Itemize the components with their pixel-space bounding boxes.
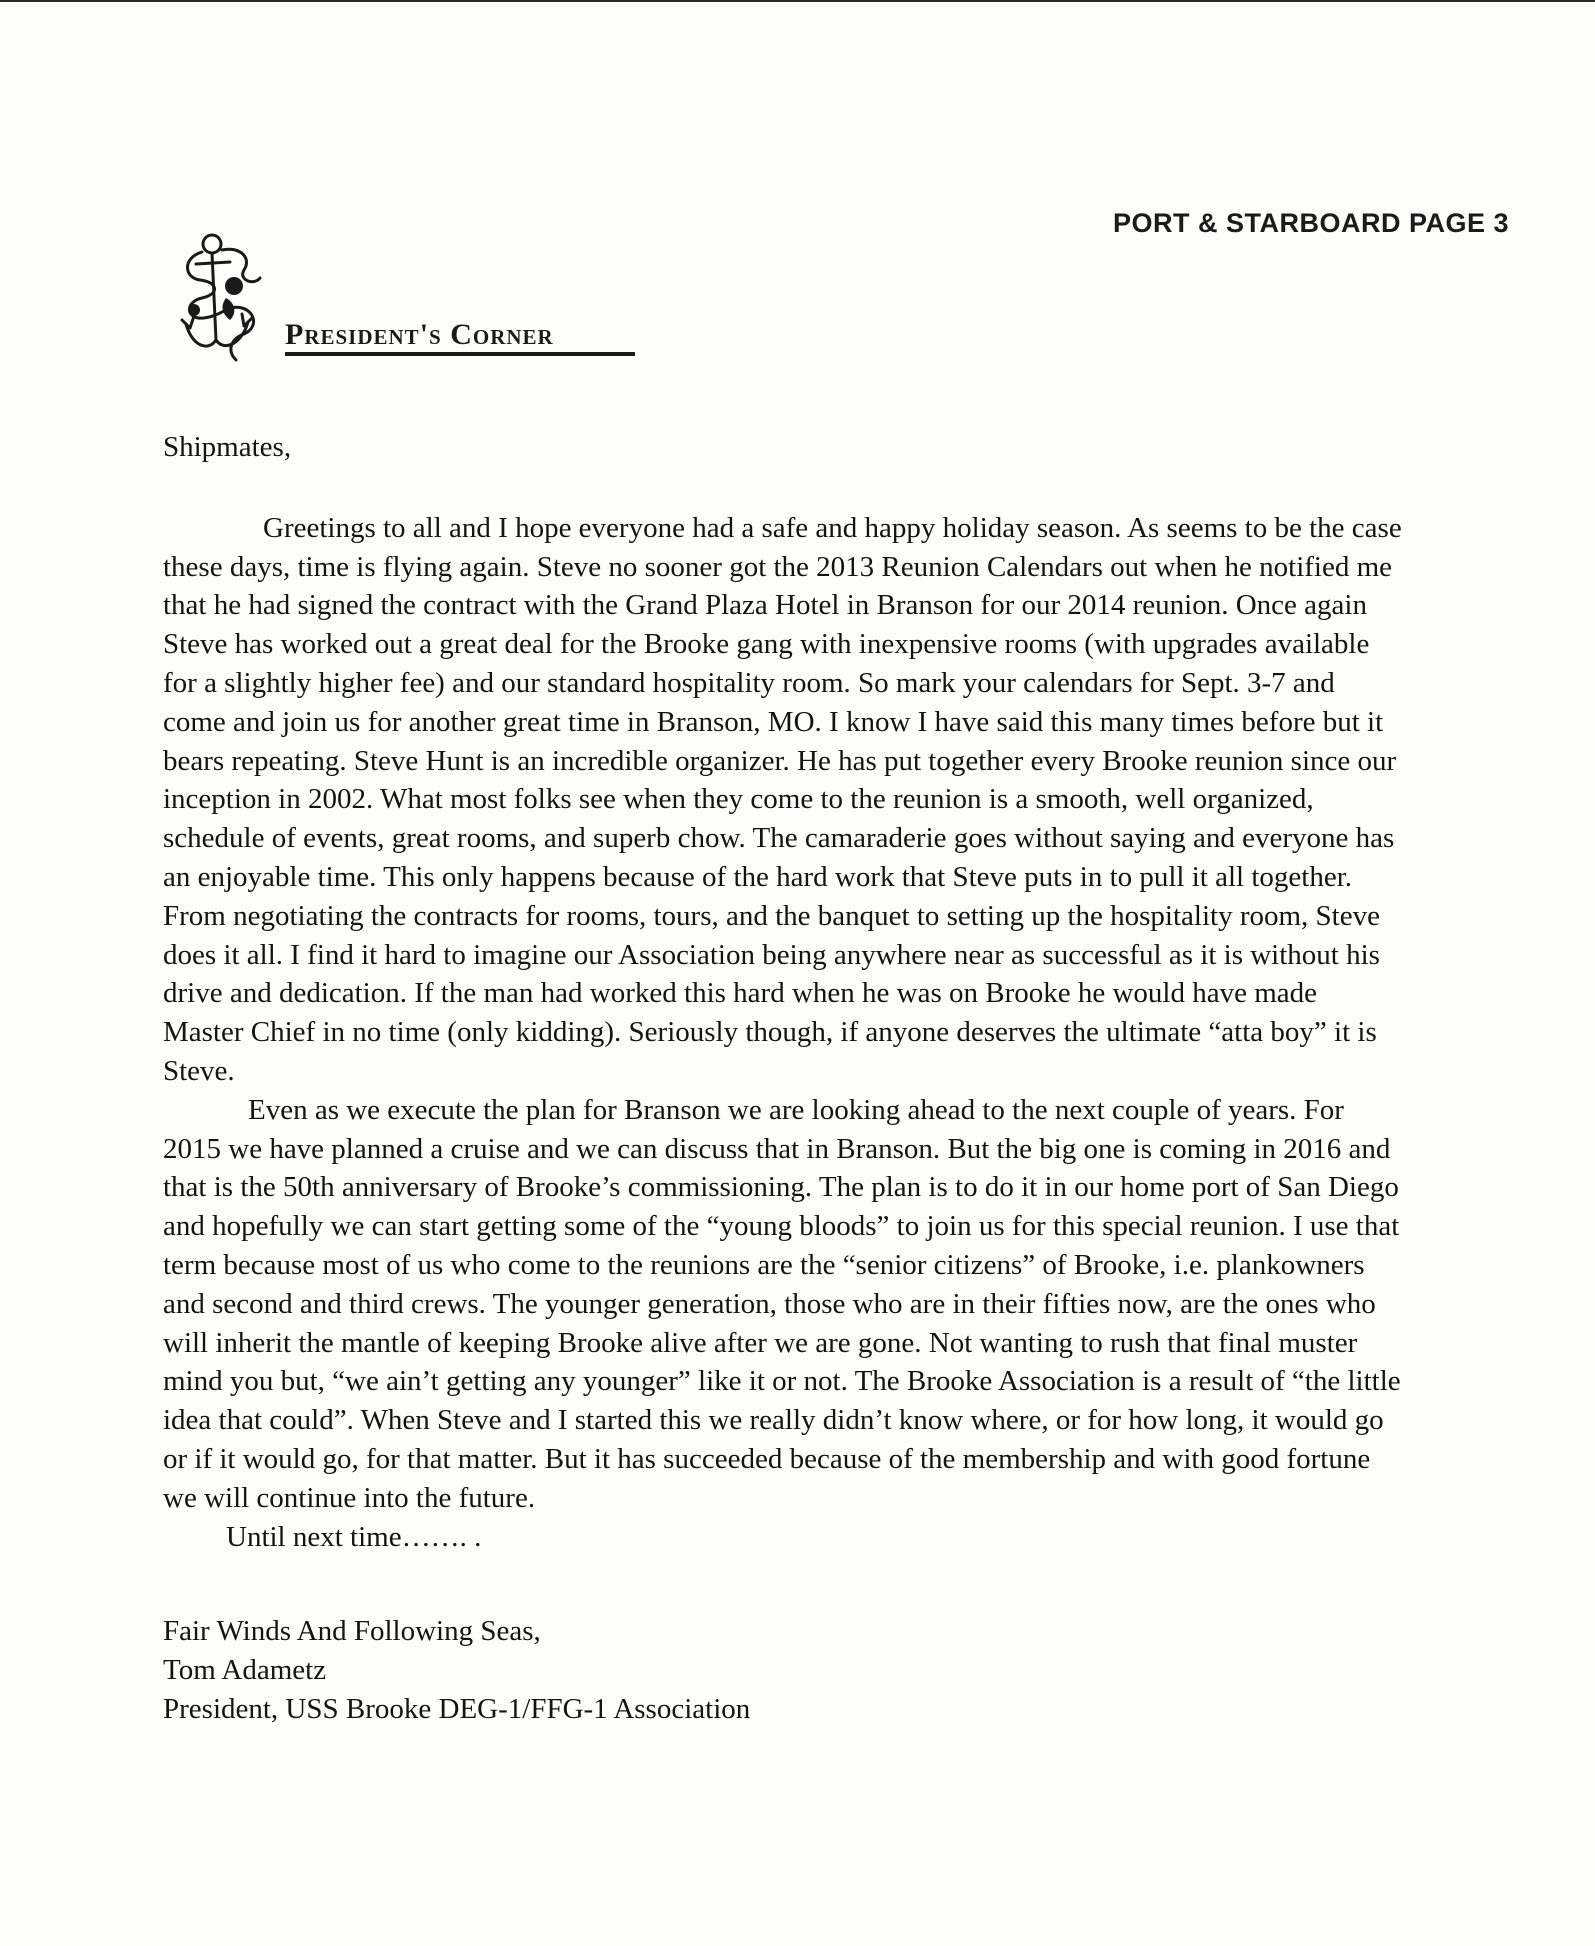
anchor-crest-icon (172, 228, 282, 368)
salutation: Shipmates, (163, 431, 292, 463)
signoff: Fair Winds And Following Seas, (163, 1615, 541, 1648)
column-title: President's Corner (285, 318, 554, 351)
letter-paragraph: Even as we execute the plan for Branson we are looking ahead to the next couple of years. For 2015 we have planned a cruise and we can discuss that in Branson. But the big one is coming in 2016 and that is the 50th anniversary of Brooke’s commissioning. The plan is to do it in our home port of San Diego and hopefully we can start getting some of the “young bloods” to join us for this special reunion. I use that term because most of us who come to the reunions are the “senior citizens” of Brooke, i.e. plankowners and second and third crews. The younger generation, those who are in their fifties now, are the ones who will inherit the mantle of keeping Brooke alive after we are gone. Not wanting to rush that final muster mind you but, “we ain’t getting any younger” like it or not. The Brooke Association is a result of “the little idea that could”. When Steve and I started this we really didn’t know where, or for how long, it would go or if it would go, for that matter. But it has succeeded because of the membership and with good fortune we will continue into the future. (163, 1093, 1401, 1514)
page-top-rule (0, 0, 1595, 2)
closing-line: Until next time……. . (226, 1520, 482, 1553)
letter-paragraph: Greetings to all and I hope everyone had a safe and happy holiday season. As seems to be the case these days, time is flying again. Steve no sooner got the 2013 Reunion Calendars out when he notified me that he had signed the contract with the Grand Plaza Hotel in Branson for our 2014 reunion. Once again Steve has worked out a great deal for the Brooke gang with inexpensive rooms (with upgrades available for a slightly higher fee) and our standard hospitality room. So mark your calendars for Sept. 3-7 and come and join us for another great time in Branson, MO. I know I have said this many times before but it bears repeating. Steve Hunt is an incredible organizer. He has put together every Brooke reunion since our inception in 2002. What most folks see when they come to the reunion is a smooth, well organized, schedule of events, great rooms, and superb chow. The camaraderie goes without saying and everyone has an enjoyable time. This only happens because of the hard work that Steve puts in to pull it all together. From negotiating the contracts for rooms, tours, and the banquet to setting up the hospitality room, Steve does it all. I find it hard to imagine our Association being anywhere near as successful as it is without his drive and dedication. If the man had worked this hard when he was on Brooke he would have made Master Chief in no time (only kidding). Seriously though, if anyone deserves the ultimate “atta boy” it is Steve. (163, 511, 1402, 1087)
signature-block (163, 1612, 1403, 1728)
author-name: Tom Adametz (163, 1654, 327, 1687)
author-title: President, USS Brooke DEG-1/FFG-1 Association (163, 1692, 751, 1725)
page-header-label: PORT & STARBOARD PAGE 3 (1112, 208, 1509, 238)
letter-body (163, 428, 1403, 1729)
column-title-underline (285, 352, 635, 356)
